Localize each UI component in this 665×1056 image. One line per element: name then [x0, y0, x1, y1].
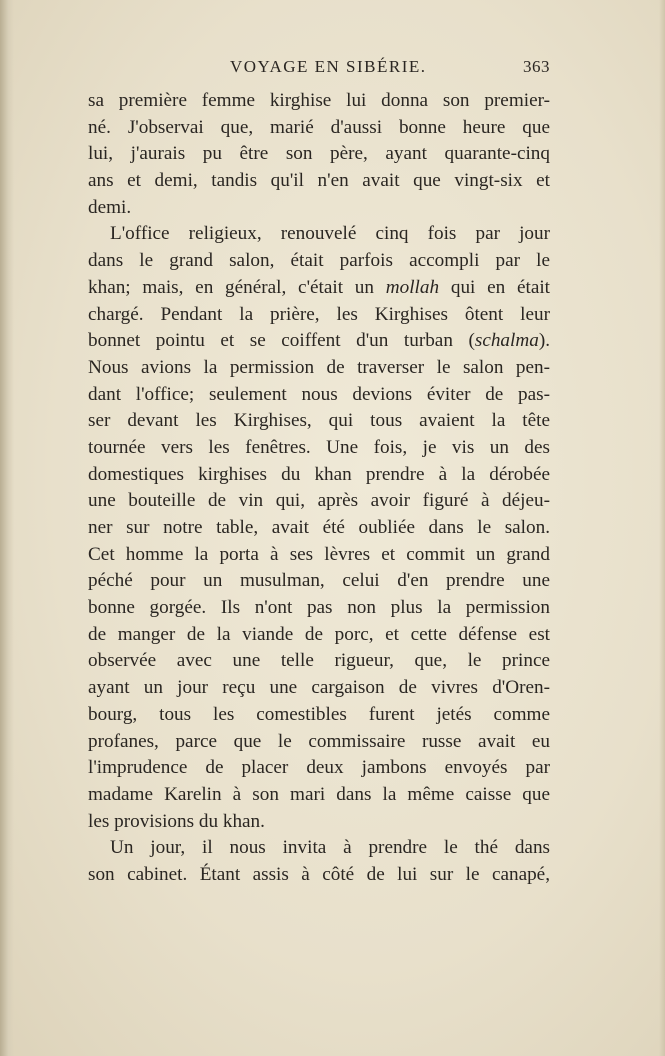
text-line: ner sur notre table, avait été oubliée dans le salon.	[88, 517, 550, 538]
text-line: une bouteille de vin qui, après avoir figuré à déjeu-	[88, 490, 550, 512]
text-line: les provisions du khan.	[88, 810, 265, 832]
text-line: chargé. Pendant la prière, les Kirghises ôtent leur	[88, 303, 550, 325]
italic-term-mollah: mollah	[385, 276, 440, 298]
text-line: né. J'observai que, marié d'aussi bonne heure que	[88, 116, 550, 138]
text-line: tournée vers les fenêtres. Une fois, je vis un des	[88, 436, 550, 458]
body-text	[88, 88, 550, 889]
text-line: L'office religieux, renouvelé cinq fois par jour	[110, 223, 550, 245]
page-number: 363	[523, 57, 550, 76]
line-segment: ).	[538, 330, 550, 352]
text-line: ayant un jour reçu une cargaison de vivres d'Oren-	[88, 677, 550, 699]
text-line: de manger de la viande de porc, et cette défense est	[88, 623, 550, 645]
spine-shadow	[0, 0, 14, 1056]
text-line: dans le grand salon, était parfois accompli par le	[88, 250, 550, 272]
text-line: son cabinet. Étant assis à côté de lui sur le canapé,	[88, 863, 550, 885]
line-segment: qui en était	[450, 276, 551, 298]
text-line: profanes, parce que le commissaire russe avait eu	[88, 730, 550, 752]
text-line: sa première femme kirghise lui donna son premier-	[88, 90, 550, 111]
text-line: l'imprudence de placer deux jambons envoyés par	[88, 757, 550, 779]
text-line	[88, 328, 550, 355]
text-line: domestiques kirghises du khan prendre à la dérobée	[88, 463, 550, 485]
text-line: dant l'office; seulement nous devions éviter de pas-	[88, 383, 550, 405]
page-edge	[659, 0, 665, 1056]
text-line: madame Karelin à son mari dans la même caisse que	[88, 783, 550, 805]
text-line: Nous avions la permission de traverser le salon pen-	[88, 356, 550, 378]
text-line	[88, 275, 550, 302]
italic-term-schalma: schalma	[474, 330, 539, 352]
page-header	[88, 57, 550, 81]
text-line: péché pour un musulman, celui d'en prendre une	[88, 570, 550, 592]
text-line: bourg, tous les comestibles furent jetés comme	[88, 703, 550, 725]
text-line: demi.	[88, 196, 132, 218]
text-line: ans et demi, tandis qu'il n'en avait que vingt-six et	[88, 170, 550, 192]
text-line: Cet homme la porta à ses lèvres et commit un grand	[88, 543, 550, 565]
text-line: lui, j'aurais pu être son père, ayant quarante-cinq	[88, 143, 550, 165]
text-line: Un jour, il nous invita à prendre le thé dans	[110, 837, 550, 859]
text-line: observée avec une telle rigueur, que, le prince	[88, 650, 550, 672]
line-segment: khan; mais, en général, c'était un	[88, 276, 374, 298]
line-segment: bonnet pointu et se coiffent d'un turban (	[88, 330, 475, 352]
text-line: bonne gorgée. Ils n'ont pas non plus la permission	[88, 597, 550, 619]
text-line: ser devant les Kirghises, qui tous avaient la tête	[88, 410, 550, 432]
running-title: VOYAGE EN SIBÉRIE.	[230, 57, 427, 76]
